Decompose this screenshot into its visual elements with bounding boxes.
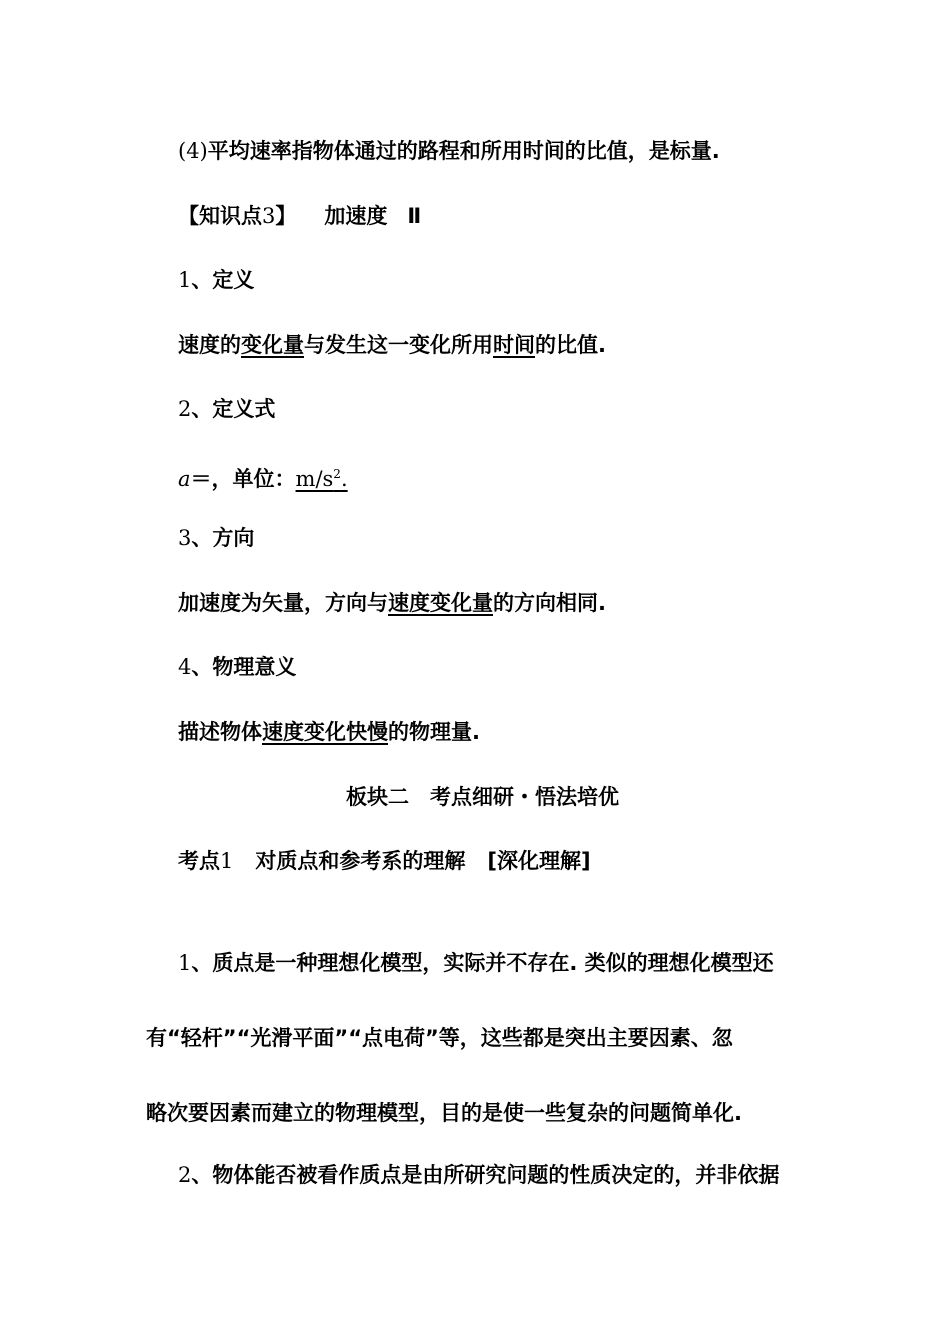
average-rate-line [178, 137, 720, 165]
text-run: 加速度为矢量，方向与 [178, 591, 388, 615]
text-run: ＝，单位： [190, 467, 296, 491]
text-run: 考点 [178, 849, 220, 873]
topic-number: 1 [220, 849, 234, 873]
topic-tag: [深化理解] [487, 849, 591, 873]
item-number: (4) [178, 139, 208, 163]
meaning-text [178, 718, 480, 746]
underlined-term: 变化量 [241, 333, 304, 357]
unit-exponent: 2 [333, 467, 341, 481]
paragraph-1-line-1 [178, 949, 774, 977]
section-number: 1 [178, 268, 192, 292]
heading-level: Ⅱ [407, 204, 422, 228]
underlined-term: 速度变化快慢 [262, 720, 388, 744]
section-number: 3 [178, 526, 192, 550]
text-run: 速度的 [178, 333, 241, 357]
topic-heading [178, 847, 591, 875]
item-number: 1 [178, 951, 192, 975]
formula-line [178, 460, 348, 493]
variable-a: a [178, 467, 191, 491]
average-rate-text: 平均速率指物体通过的路程和所用时间的比值，是标量. [207, 139, 720, 163]
section-number: 2 [178, 397, 192, 421]
heading-open: 【知识点 [178, 204, 262, 228]
section-meaning [178, 653, 296, 681]
unit-value [296, 467, 348, 491]
heading-close: 】 [275, 204, 297, 228]
section-title: 、定义式 [191, 397, 276, 421]
paragraph-1-line-2: 有“轻杆”“光滑平面”“点电荷”等，这些都是突出主要因素、忽 [146, 1026, 733, 1050]
paragraph-2-line-1 [178, 1161, 779, 1189]
section-direction [178, 524, 254, 552]
text-run: 与发生这一变化所用 [304, 333, 493, 357]
heading-title: 加速度 [324, 204, 388, 228]
direction-text [178, 589, 606, 617]
knowledge-point-heading [178, 202, 421, 230]
item-number: 2 [178, 1163, 192, 1187]
text-run: . [340, 467, 348, 491]
heading-number: 3 [262, 204, 276, 228]
section-title: 、物理意义 [191, 655, 297, 679]
section-definition [178, 266, 254, 294]
paragraph-1-line-3: 略次要因素而建立的物理模型，目的是使一些复杂的问题简单化. [146, 1101, 742, 1125]
text-run: 的方向相同. [493, 591, 606, 615]
definition-text [178, 331, 606, 359]
section-title: 、方向 [191, 526, 255, 550]
underlined-term: 速度变化量 [388, 591, 493, 615]
text-run: 描述物体 [178, 720, 262, 744]
block-heading: 板块二 考点细研・悟法培优 [346, 785, 619, 809]
text-run: 对质点和参考系的理解 [255, 849, 466, 873]
underlined-term: 时间 [493, 333, 535, 357]
text-run: 、物体能否被看作质点是由所研究问题的性质决定的，并非依据 [191, 1163, 780, 1187]
section-number: 4 [178, 655, 192, 679]
section-title: 、定义 [191, 268, 255, 292]
text-run: 的物理量. [388, 720, 480, 744]
unit-text: m/s [295, 467, 334, 491]
section-formula [178, 395, 275, 423]
text-run: 、质点是一种理想化模型，实际并不存在. 类似的理想化模型还 [191, 951, 774, 975]
text-run: 的比值. [535, 333, 606, 357]
